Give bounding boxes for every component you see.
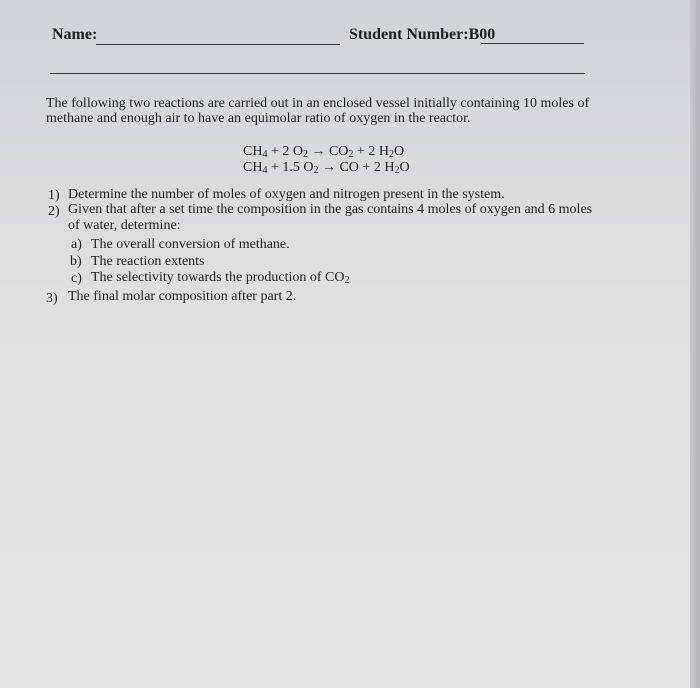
subpart-b-text: The reaction extents (91, 254, 205, 269)
student-number-underline (481, 43, 584, 44)
header-divider (50, 73, 585, 74)
student-number-label: Student Number:B00 (349, 26, 496, 43)
reaction-2: $CH_4 + 1.5$ $O_2$ → CO + 2 $H_2O$ (243, 160, 410, 176)
intro-line-2: methane and enough air to have an equimolar ratio of oxygen in the reactor. (46, 111, 471, 126)
subpart-a-label: a) (71, 237, 82, 252)
subpart-a-text: The overall conversion of methane. (91, 237, 290, 252)
subpart-c-label: c) (71, 271, 82, 286)
name-label: Name: (52, 26, 98, 43)
question-3-number: 3) (46, 291, 58, 306)
arrow-icon: → (318, 160, 340, 175)
question-1-text: Determine the number of moles of oxygen and nitrogen present in the system. (68, 187, 505, 202)
question-3-text: The final molar composition after part 2. (68, 289, 297, 304)
question-2-text-line-2: of water, determine: (68, 218, 181, 233)
subpart-b-label: b) (70, 254, 82, 269)
name-underline (96, 44, 340, 45)
page-edge-shadow (690, 0, 700, 688)
arrow-icon: → (307, 144, 329, 159)
subpart-c-text: The selectivity towards the production of $CO_2$ (91, 270, 350, 286)
question-2-text-line-1: Given that after a set time the composition in the gas contains 4 moles of oxygen and 6 moles (68, 202, 593, 217)
question-1-number: 1) (48, 188, 60, 203)
question-2-number: 2) (48, 204, 60, 219)
intro-line-1: The following two reactions are carried out in an enclosed vessel initially containing 10 moles of (46, 96, 590, 111)
reaction-1: $CH_4 + 2$ $O_2 \to CO_2 + 2$ $H_2O$ (243, 144, 405, 160)
